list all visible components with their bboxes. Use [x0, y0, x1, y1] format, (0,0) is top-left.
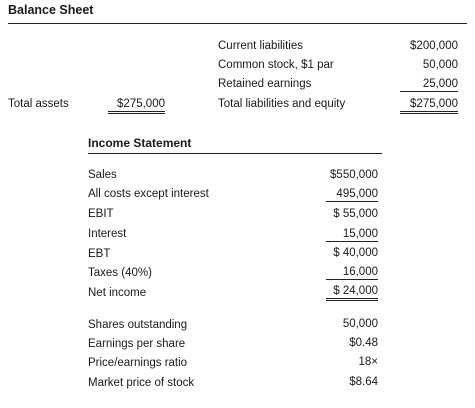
balance-sheet-rule — [8, 23, 467, 24]
eps-label: Earnings per share — [88, 338, 186, 350]
shares-outstanding-label: Shares outstanding — [88, 319, 188, 331]
costs-label: All costs except interest — [88, 188, 209, 200]
current-liabilities-label: Current liabilities — [218, 40, 304, 52]
shares-outstanding-value: 50,000 — [342, 318, 378, 330]
balance-sheet-title: Balance Sheet — [8, 3, 94, 17]
interest-value: 15,000 — [326, 227, 378, 242]
ebt-value: $ 40,000 — [333, 247, 378, 259]
interest-label: Interest — [88, 228, 127, 240]
total-assets-label: Total assets — [8, 98, 69, 110]
market-price-value: $8.64 — [349, 376, 378, 388]
taxes-label: Taxes (40%) — [88, 267, 152, 279]
income-statement-rule — [88, 153, 382, 154]
total-liabilities-equity-label: Total liabilities and equity — [218, 98, 346, 110]
current-liabilities-value: $200,000 — [410, 40, 458, 52]
pe-ratio-label: Price/earnings ratio — [88, 357, 188, 369]
ebit-value: $ 55,000 — [333, 208, 378, 220]
net-income-label: Net income — [88, 287, 147, 299]
total-liabilities-equity-value: $275,000 — [400, 97, 458, 114]
taxes-value: 16,000 — [326, 265, 378, 280]
retained-earnings-value: 25,000 — [400, 77, 458, 92]
eps-value: $0.48 — [349, 337, 378, 349]
costs-value: 495,000 — [326, 187, 378, 202]
sales-label: Sales — [88, 169, 117, 181]
income-statement-title: Income Statement — [88, 136, 192, 150]
net-income-value: $ 24,000 — [326, 284, 378, 301]
common-stock-value: 50,000 — [422, 59, 458, 71]
ebit-label: EBIT — [88, 208, 114, 220]
market-price-label: Market price of stock — [88, 377, 195, 389]
common-stock-label: Common stock, $1 par — [218, 59, 334, 71]
retained-earnings-label: Retained earnings — [218, 78, 312, 90]
ebt-label: EBT — [88, 248, 111, 260]
sales-value: $550,000 — [330, 169, 378, 181]
pe-ratio-value: 18× — [358, 356, 378, 368]
total-assets-value: $275,000 — [108, 97, 165, 114]
